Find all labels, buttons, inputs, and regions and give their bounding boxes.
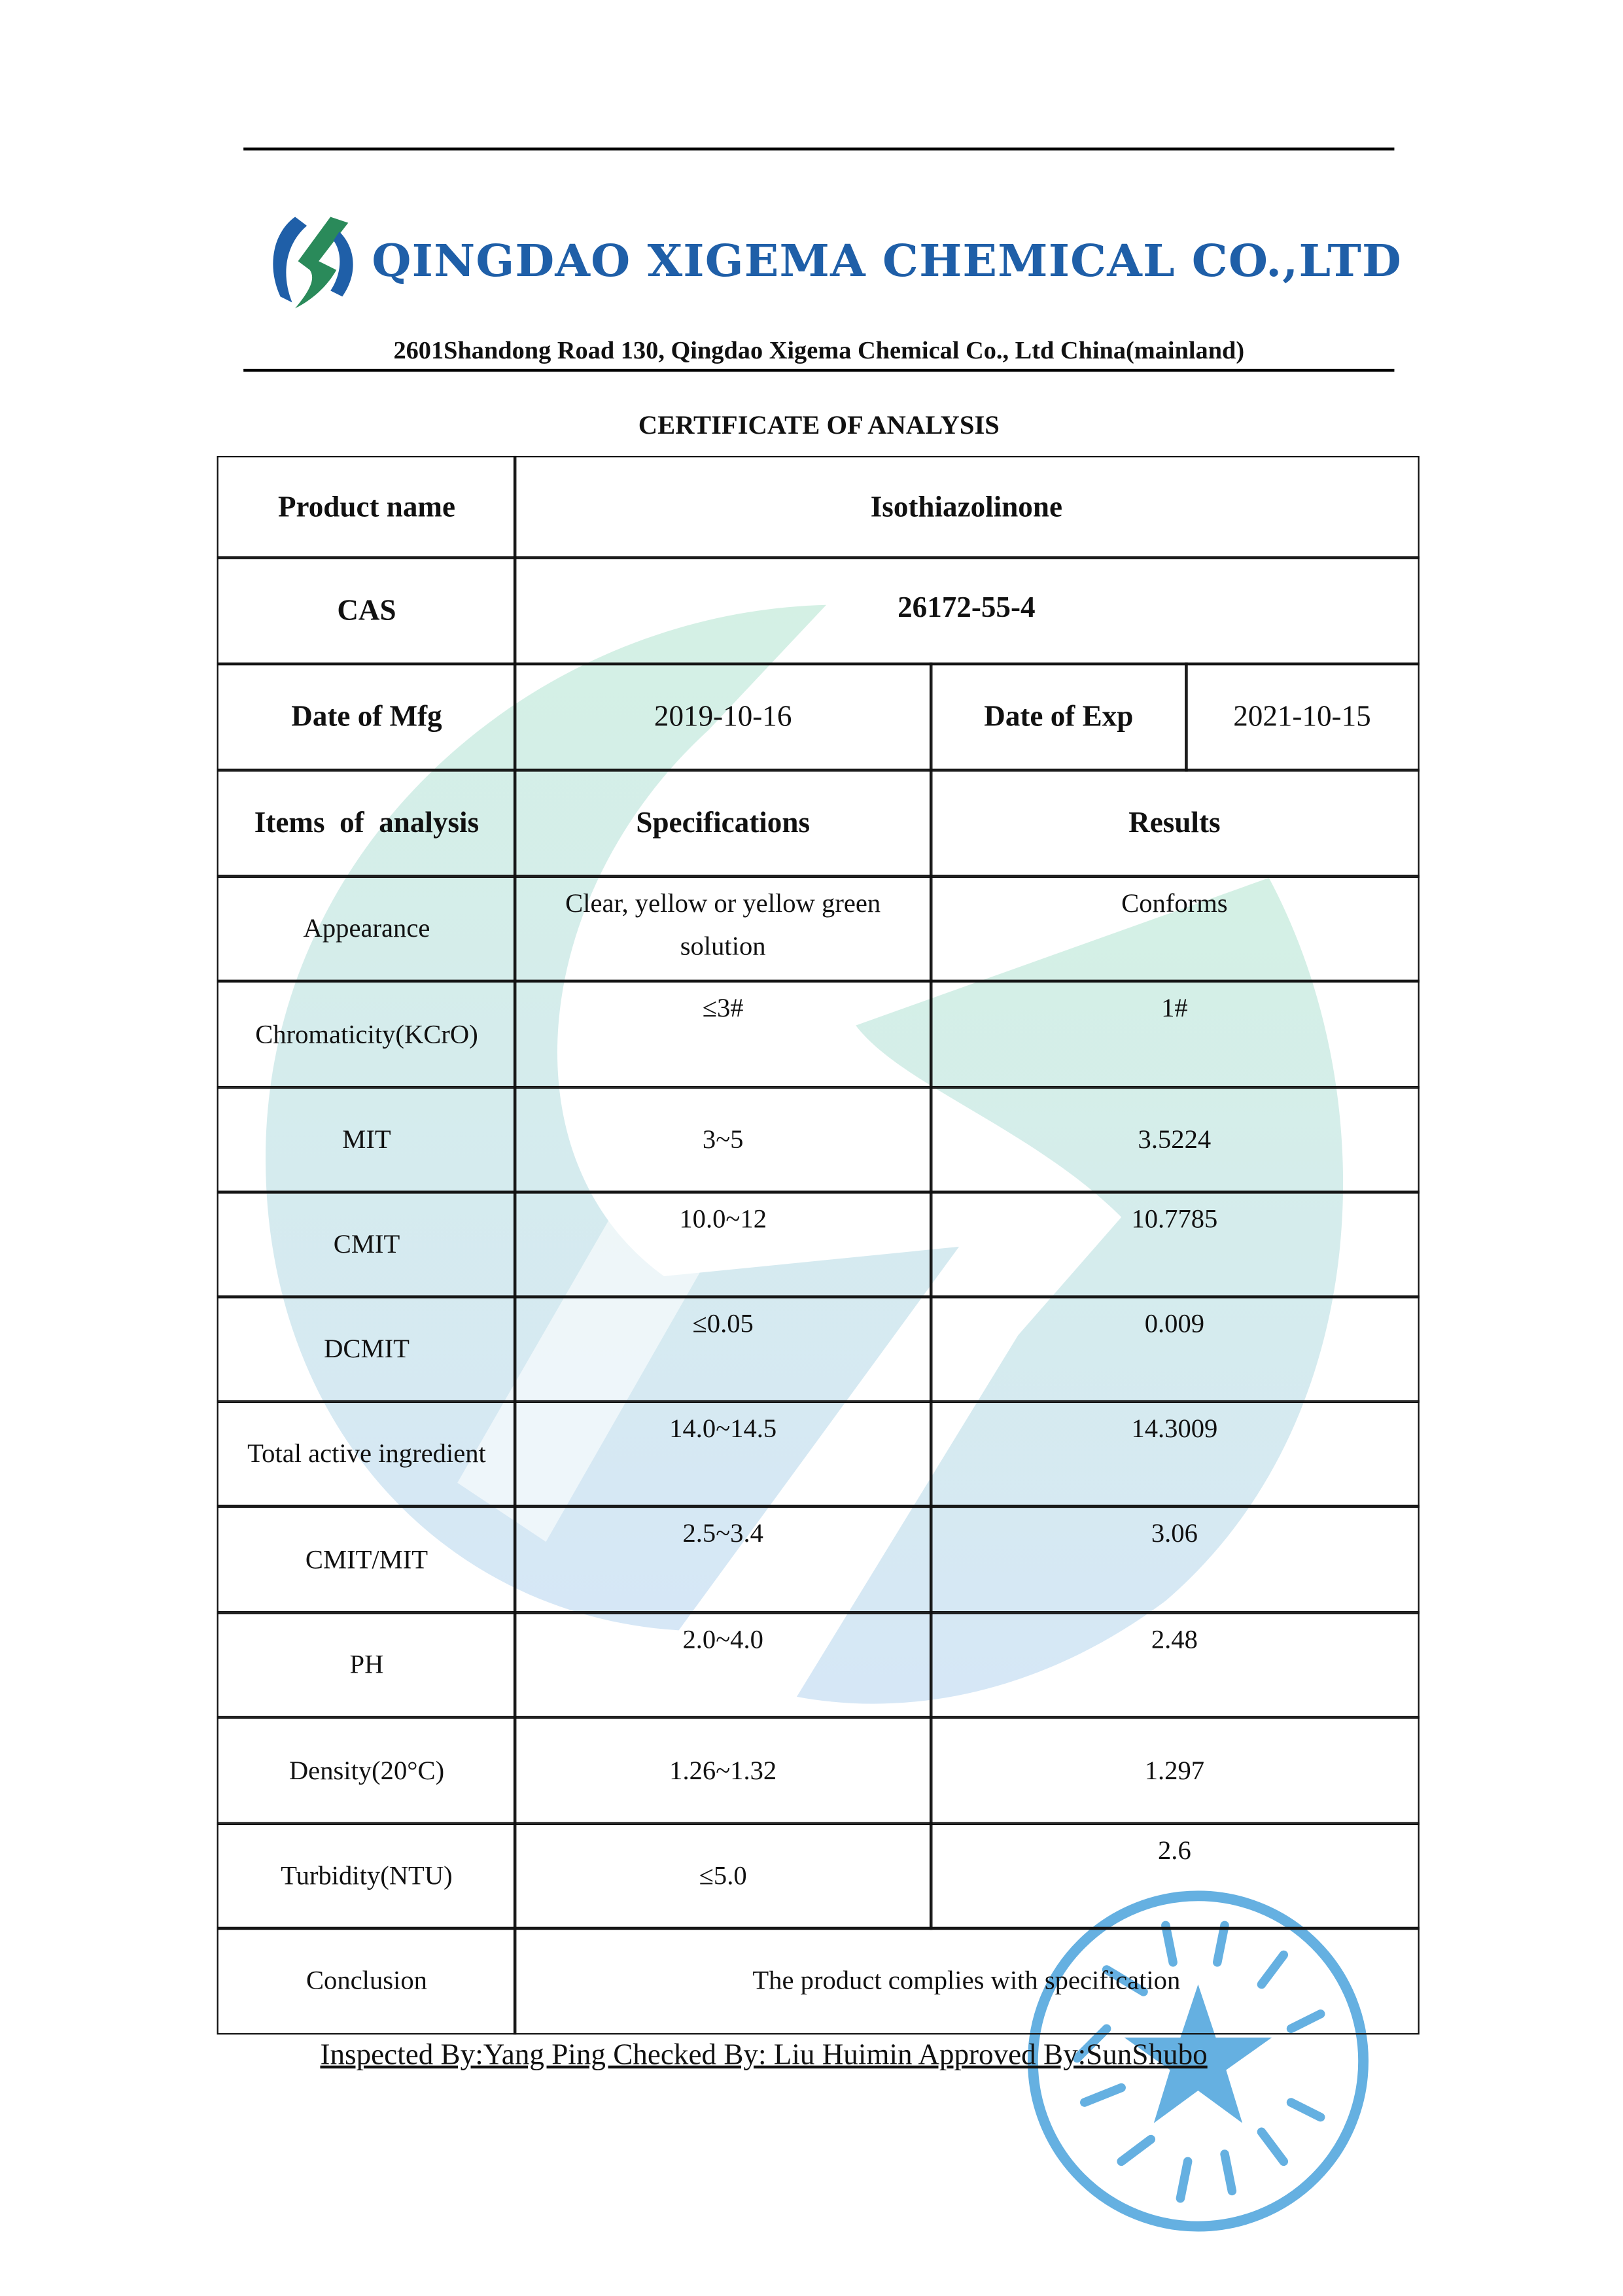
analysis-table: [217, 456, 1420, 2034]
header-results: Results: [930, 769, 1420, 878]
row-item: PH: [217, 1611, 517, 1719]
row-item: Turbidity(NTU): [217, 1822, 517, 1930]
mfg-date-label: Date of Mfg: [217, 663, 517, 772]
row-result: 2.6: [930, 1822, 1420, 1930]
row-result: 2.48: [930, 1611, 1420, 1719]
row-result: 3.5224: [930, 1086, 1420, 1194]
row-specification: Clear, yellow or yellow green solution: [514, 875, 933, 983]
row-specification: 10.0~12: [514, 1191, 933, 1298]
exp-date-label: Date of Exp: [930, 663, 1188, 772]
cas-value: 26172-55-4: [514, 556, 1420, 665]
signatures-line: Inspected By:Yang Ping Checked By: Liu Huimin Approved By:SunShubo: [320, 2039, 1208, 2072]
product-name-value: Isothiazolinone: [514, 456, 1420, 559]
row-specification: 2.5~3.4: [514, 1505, 933, 1614]
company-logo-icon: [266, 211, 366, 311]
row-item: DCMIT: [217, 1295, 517, 1403]
mfg-date-value: 2019-10-16: [514, 663, 933, 772]
row-result: Conforms: [930, 875, 1420, 983]
row-specification: 1.26~1.32: [514, 1716, 933, 1825]
header-items: Items of analysis: [217, 769, 517, 878]
company-address: 2601Shandong Road 130, Qingdao Xigema Chemical Co., Ltd China(mainland): [393, 336, 1245, 365]
row-specification: ≤0.05: [514, 1295, 933, 1403]
conclusion-label: Conclusion: [217, 1927, 517, 2035]
document-title: CERTIFICATE OF ANALYSIS: [638, 410, 1000, 440]
row-result: 0.009: [930, 1295, 1420, 1403]
row-specification: 2.0~4.0: [514, 1611, 933, 1719]
top-rule: [243, 148, 1394, 151]
company-logo-text: QINGDAO XIGEMA CHEMICAL CO.,LTD: [372, 235, 1403, 288]
row-item: CMIT: [217, 1191, 517, 1298]
header-specifications: Specifications: [514, 769, 933, 878]
row-item: Chromaticity(KCrO): [217, 980, 517, 1089]
row-result: 1#: [930, 980, 1420, 1089]
exp-date-value: 2021-10-15: [1185, 663, 1420, 772]
row-result: 10.7785: [930, 1191, 1420, 1298]
row-item: Total active ingredient: [217, 1400, 517, 1508]
address-rule: [243, 369, 1394, 372]
product-name-label: Product name: [217, 456, 517, 559]
row-item: Density(20°C): [217, 1716, 517, 1825]
row-item: MIT: [217, 1086, 517, 1194]
row-item: CMIT/MIT: [217, 1505, 517, 1614]
row-result: 1.297: [930, 1716, 1420, 1825]
row-specification: 3~5: [514, 1086, 933, 1194]
row-specification: ≤3#: [514, 980, 933, 1089]
row-result: 3.06: [930, 1505, 1420, 1614]
cas-label: CAS: [217, 556, 517, 665]
row-item: Appearance: [217, 875, 517, 983]
conclusion-value: The product complies with specification: [514, 1927, 1420, 2035]
row-specification: ≤5.0: [514, 1822, 933, 1930]
row-specification: 14.0~14.5: [514, 1400, 933, 1508]
row-result: 14.3009: [930, 1400, 1420, 1508]
